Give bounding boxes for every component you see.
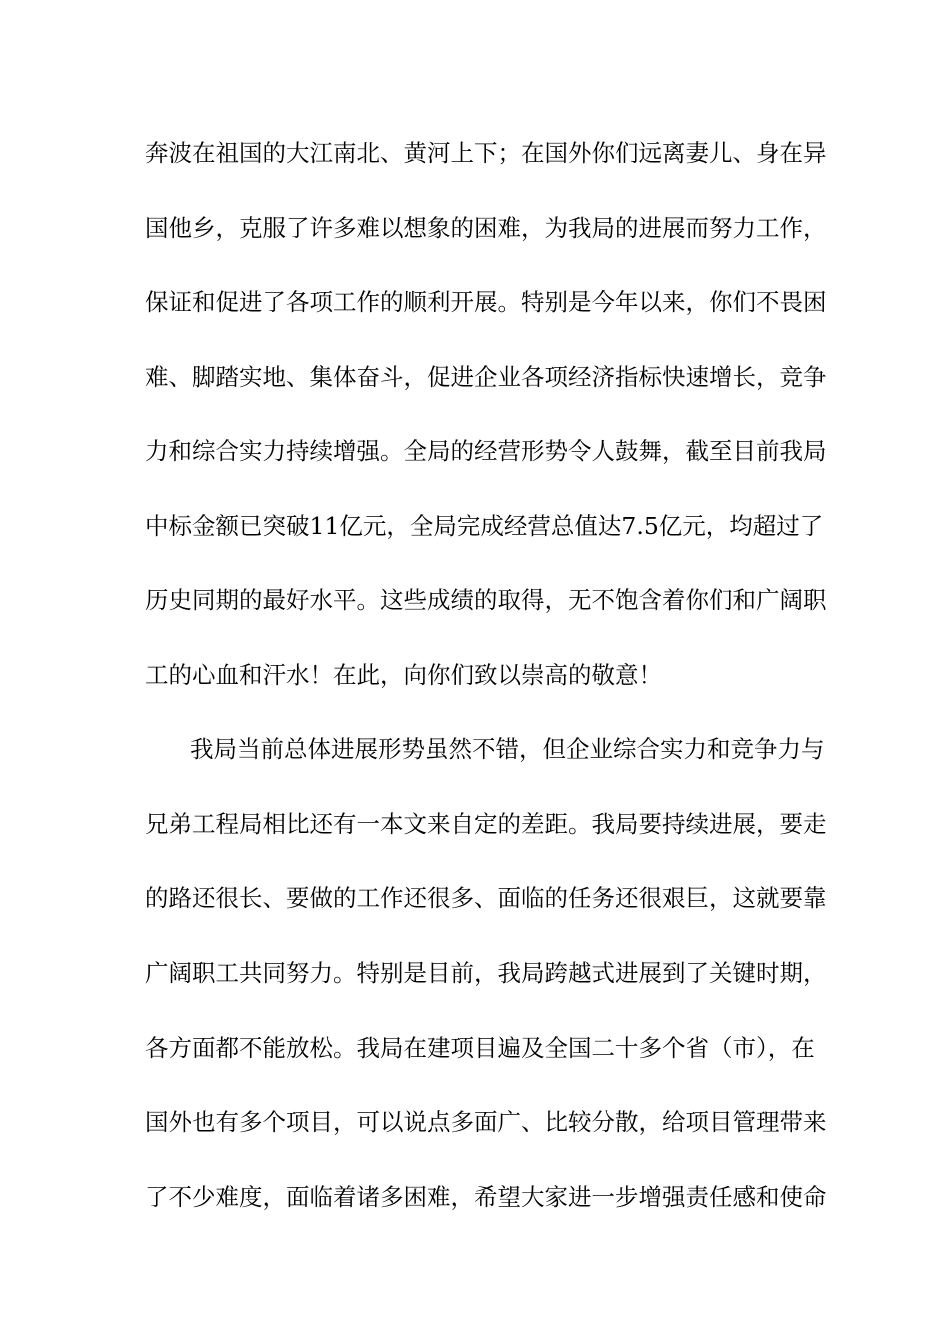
- text-line-12: 广阔职工共同努力。特别是目前，我局跨越式进展到了关键时期，: [145, 959, 827, 987]
- text-line-7: 历史同期的最好水平。这些成绩的取得，无不饱含着你们和广阔职: [145, 586, 827, 614]
- text-line-2: 国他乡，克服了许多难以想象的困难，为我局的进展而努力工作，: [145, 214, 827, 242]
- text-line-10: 兄弟工程局相比还有一本文来自定的差距。我局要持续进展，要走: [145, 810, 827, 838]
- text-line-9: 我局当前总体进展形势虽然不错，但企业综合实力和竞争力与: [190, 735, 825, 763]
- text-line-1: 奔波在祖国的大江南北、黄河上下；在国外你们远离妻儿、身在异: [145, 139, 827, 167]
- text-line-11: 的路还很长、要做的工作还很多、面临的任务还很艰巨，这就要靠: [145, 884, 827, 912]
- text-line-15: 了不少难度，面临着诸多困难，希望大家进一步增强责任感和使命: [145, 1183, 827, 1211]
- text-line-3: 保证和促进了各项工作的顺利开展。特别是今年以来，你们不畏困: [145, 288, 827, 316]
- text-line-13: 各方面都不能放松。我局在建项目遍及全国二十多个省（市），在: [145, 1034, 815, 1062]
- text-line-6: 中标金额已突破11亿元，全局完成经营总值达7.5亿元，均超过了: [145, 512, 824, 540]
- text-line-4: 难、脚踏实地、集体奋斗，促进企业各项经济指标快速增长，竞争: [145, 363, 827, 391]
- text-line-8: 工的心血和汗水！在此，向你们致以崇高的敬意！: [145, 661, 662, 689]
- text-line-5: 力和综合实力持续增强。全局的经营形势令人鼓舞，截至目前我局: [145, 437, 827, 465]
- text-line-14: 国外也有多个项目，可以说点多面广、比较分散，给项目管理带来: [145, 1108, 827, 1136]
